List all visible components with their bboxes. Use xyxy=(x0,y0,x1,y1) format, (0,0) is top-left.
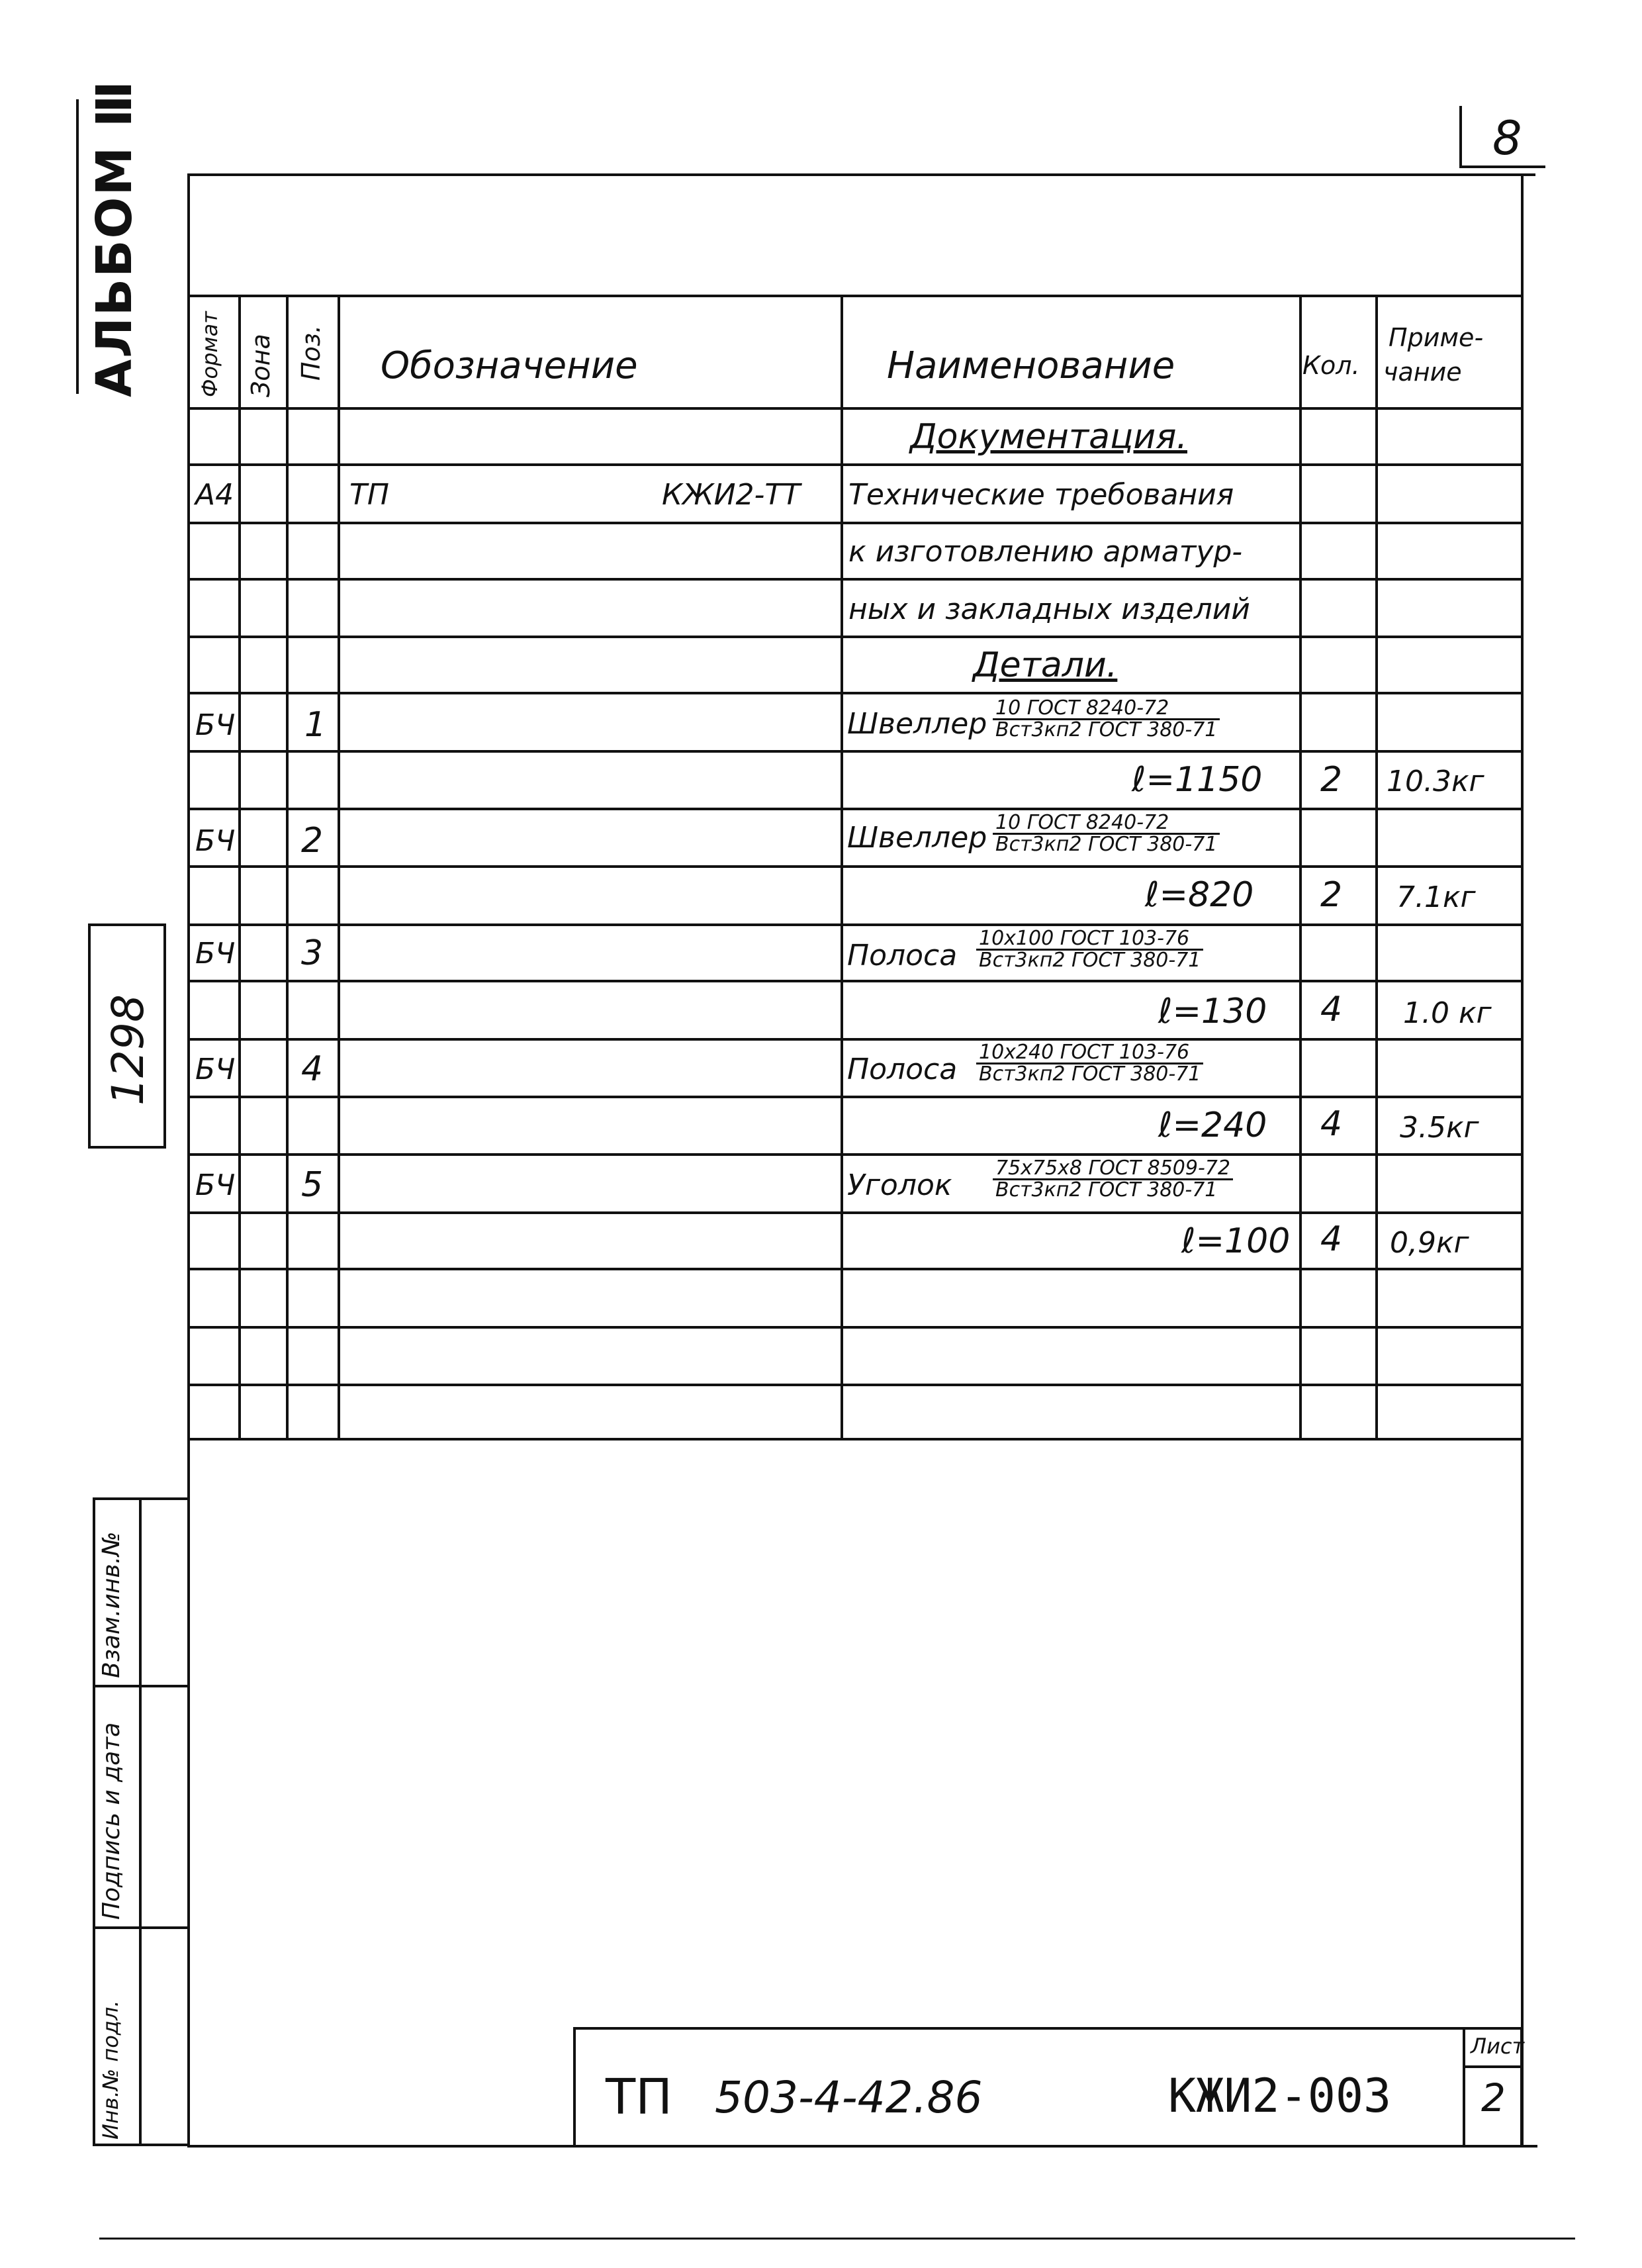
stamp-tp: ТП xyxy=(606,2069,672,2126)
header-pos: Поз. xyxy=(296,324,326,381)
row-line-11 xyxy=(189,1038,1522,1041)
stamp-code: КЖИ2-003 xyxy=(1168,2069,1392,2123)
row-line-4 xyxy=(189,636,1522,638)
row-line-2 xyxy=(189,522,1522,524)
item-5-format: БЧ xyxy=(195,1168,236,1202)
row-line-7 xyxy=(189,808,1522,810)
item-5-pos: 5 xyxy=(301,1165,324,1205)
bottom-page-rule xyxy=(99,2238,1575,2240)
documentation-title: Документация. xyxy=(910,417,1187,457)
item-1-spec-bottom: Вст3кп2 ГОСТ 380-71 xyxy=(995,718,1218,741)
item-1-note: 10.3кг xyxy=(1387,765,1484,798)
item-2-note: 7.1кг xyxy=(1396,880,1476,914)
item-1-spec xyxy=(993,698,1220,740)
item-2-spec-bottom: Вст3кп2 ГОСТ 380-71 xyxy=(995,833,1218,856)
row-line-10 xyxy=(189,980,1522,982)
header-name: Наименование xyxy=(887,344,1175,387)
item-1-format: БЧ xyxy=(195,708,236,742)
album-label: АЛЬБОМ Ⅲ xyxy=(86,79,143,397)
item-3-name: Полоса xyxy=(847,939,958,972)
item-2-name: Швеллер xyxy=(847,821,987,855)
side-stamp-row-2 xyxy=(93,1926,190,1929)
header-zone: Зона xyxy=(246,334,275,397)
item-2-pos: 2 xyxy=(301,821,324,861)
row-line-8 xyxy=(189,865,1522,868)
row-line-15 xyxy=(189,1268,1522,1270)
item-5-name: Уголок xyxy=(847,1168,952,1202)
doc-format: А4 xyxy=(195,478,234,512)
details-title: Детали. xyxy=(973,645,1118,685)
side-label-sign-date: Подпись и дата xyxy=(98,1722,125,1920)
item-5-note: 0,9кг xyxy=(1390,1226,1469,1260)
top-right-rule xyxy=(1459,165,1545,168)
row-line-1 xyxy=(189,463,1522,466)
header-note-2: чание xyxy=(1383,357,1462,387)
item-2-format: БЧ xyxy=(195,824,236,858)
item-3-note: 1.0 кг xyxy=(1403,996,1492,1030)
side-stamp-row-1 xyxy=(93,1685,190,1687)
item-4-note: 3.5кг xyxy=(1400,1111,1479,1145)
inventory-number: 1298 xyxy=(103,994,154,1106)
item-5-spec-top: 75x75x8 ГОСТ 8509-72 xyxy=(993,1158,1233,1180)
header-qty: Кол. xyxy=(1302,351,1360,380)
item-3-qty: 4 xyxy=(1320,990,1343,1029)
doc-name-2: к изготовлению арматур- xyxy=(848,535,1243,569)
frame-top xyxy=(189,173,1535,176)
item-3-spec-top: 10x100 ГОСТ 103-76 xyxy=(976,929,1203,951)
title-block-sheet-divider xyxy=(1463,2027,1465,2146)
item-4-qty: 4 xyxy=(1320,1104,1343,1144)
item-2-length: ℓ=820 xyxy=(1145,875,1254,915)
item-1-spec-top: 10 ГОСТ 8240-72 xyxy=(993,698,1220,720)
row-line-16 xyxy=(189,1326,1522,1329)
item-1-length: ℓ=1150 xyxy=(1132,760,1263,800)
item-1-qty: 2 xyxy=(1320,760,1343,800)
row-line-6 xyxy=(189,750,1522,753)
row-line-3 xyxy=(189,578,1522,581)
sheet-number: 8 xyxy=(1492,111,1522,165)
stamp-project: 503-4-42.86 xyxy=(715,2072,983,2123)
item-4-name: Полоса xyxy=(847,1053,958,1086)
row-line-5 xyxy=(189,692,1522,694)
table-bottom-line xyxy=(189,1438,1522,1441)
item-2-spec-top: 10 ГОСТ 8240-72 xyxy=(993,813,1220,835)
header-format: Формат xyxy=(197,311,222,397)
doc-name-3: ных и закладных изделий xyxy=(848,592,1250,626)
item-5-spec xyxy=(993,1158,1233,1200)
header-bottom-line xyxy=(189,407,1522,410)
row-line-9 xyxy=(189,923,1522,926)
header-top-line xyxy=(189,295,1522,297)
stamp-sheet-label: Лист xyxy=(1471,2034,1525,2059)
item-4-spec xyxy=(976,1043,1203,1084)
sheet-number-divider xyxy=(1459,106,1462,165)
item-5-length: ℓ=100 xyxy=(1181,1221,1291,1261)
side-stamp-divider xyxy=(139,1497,142,2146)
item-3-length: ℓ=130 xyxy=(1158,992,1267,1031)
item-1-name: Швеллер xyxy=(847,707,987,741)
item-3-spec-bottom: Вст3кп2 ГОСТ 380-71 xyxy=(979,949,1201,972)
item-4-pos: 4 xyxy=(301,1049,324,1089)
header-note-1: Приме- xyxy=(1389,323,1484,352)
item-2-qty: 2 xyxy=(1320,875,1343,915)
header-designation: Обозначение xyxy=(381,344,638,387)
row-line-17 xyxy=(189,1384,1522,1386)
row-line-12 xyxy=(189,1096,1522,1098)
album-label-bar xyxy=(76,99,79,394)
item-4-spec-top: 10x240 ГОСТ 103-76 xyxy=(976,1043,1203,1064)
row-line-13 xyxy=(189,1153,1522,1156)
title-block-sheet-rule xyxy=(1463,2065,1522,2068)
item-1-pos: 1 xyxy=(304,705,327,745)
doc-tp: ТП xyxy=(349,478,389,512)
item-4-spec-bottom: Вст3кп2 ГОСТ 380-71 xyxy=(979,1063,1201,1086)
frame-right xyxy=(1521,173,1524,2146)
item-3-spec xyxy=(976,929,1203,970)
doc-code: КЖИ2-ТТ xyxy=(662,478,801,512)
item-5-spec-bottom: Вст3кп2 ГОСТ 380-71 xyxy=(995,1178,1218,1202)
item-2-spec xyxy=(993,813,1220,855)
item-4-length: ℓ=240 xyxy=(1158,1106,1267,1145)
row-line-14 xyxy=(189,1211,1522,1214)
stamp-sheet-value: 2 xyxy=(1481,2075,1506,2120)
item-3-pos: 3 xyxy=(301,933,324,973)
item-4-format: БЧ xyxy=(195,1053,236,1086)
item-5-qty: 4 xyxy=(1320,1219,1343,1259)
side-label-inv-original: Инв.№ подл. xyxy=(98,2000,123,2140)
side-label-replacement: Взам.инв.№ xyxy=(98,1531,125,1678)
item-3-format: БЧ xyxy=(195,937,236,970)
doc-name-1: Технические требования xyxy=(848,478,1234,512)
